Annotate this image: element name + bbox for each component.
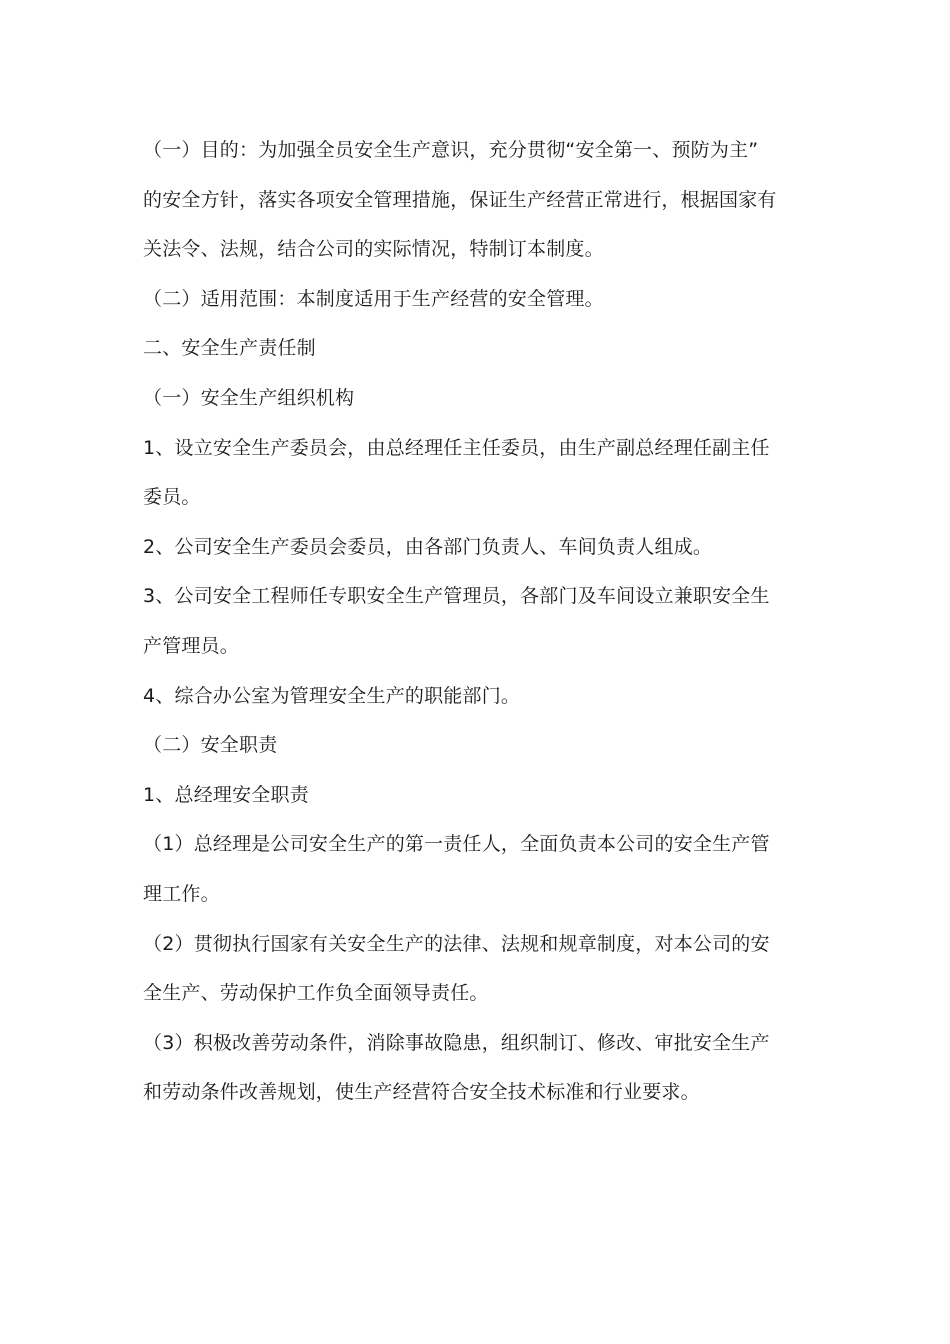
item-heading: 1、总经理安全职责 xyxy=(143,783,309,806)
document-body xyxy=(143,126,803,1118)
text-line: 关法令、法规，结合公司的实际情况，特制订本制度。 xyxy=(143,238,604,261)
subsection-heading: （一）安全生产组织机构 xyxy=(143,386,355,409)
text-line: 2、公司安全生产委员会委员，由各部门负责人、车间负责人组成。 xyxy=(143,535,713,558)
text-line: （1）总经理是公司安全生产的第一责任人，全面负责本公司的安全生产管 xyxy=(143,833,770,856)
text-line: 产管理员。 xyxy=(143,634,240,657)
text-line: 和劳动条件改善规划，使生产经营符合安全技术标准和行业要求。 xyxy=(143,1081,700,1104)
text-line: （2）贯彻执行国家有关安全生产的法律、法规和规章制度，对本公司的安 xyxy=(143,932,770,955)
text-line: 理工作。 xyxy=(143,882,220,905)
text-line: 3、公司安全工程师任专职安全生产管理员，各部门及车间设立兼职安全生 xyxy=(143,585,770,608)
text-line: 的安全方针，落实各项安全管理措施，保证生产经营正常进行，根据国家有 xyxy=(143,188,777,211)
text-line: （3）积极改善劳动条件，消除事故隐患，组织制订、修改、审批安全生产 xyxy=(143,1031,770,1054)
text-line: 4、综合办公室为管理安全生产的职能部门。 xyxy=(143,684,521,707)
text-line: （一）目的：为加强全员安全生产意识，充分贯彻“安全第一、预防为主” xyxy=(143,139,759,161)
text-line: 全生产、劳动保护工作负全面领导责任。 xyxy=(143,982,489,1005)
text-line: （二）适用范围：本制度适用于生产经营的安全管理。 xyxy=(143,287,604,310)
text-line: 委员。 xyxy=(143,486,201,509)
subsection-heading: （二）安全职责 xyxy=(143,734,278,757)
section-heading: 二、安全生产责任制 xyxy=(143,337,316,360)
text-line: 1、设立安全生产委员会，由总经理任主任委员，由生产副总经理任副主任 xyxy=(143,436,770,459)
